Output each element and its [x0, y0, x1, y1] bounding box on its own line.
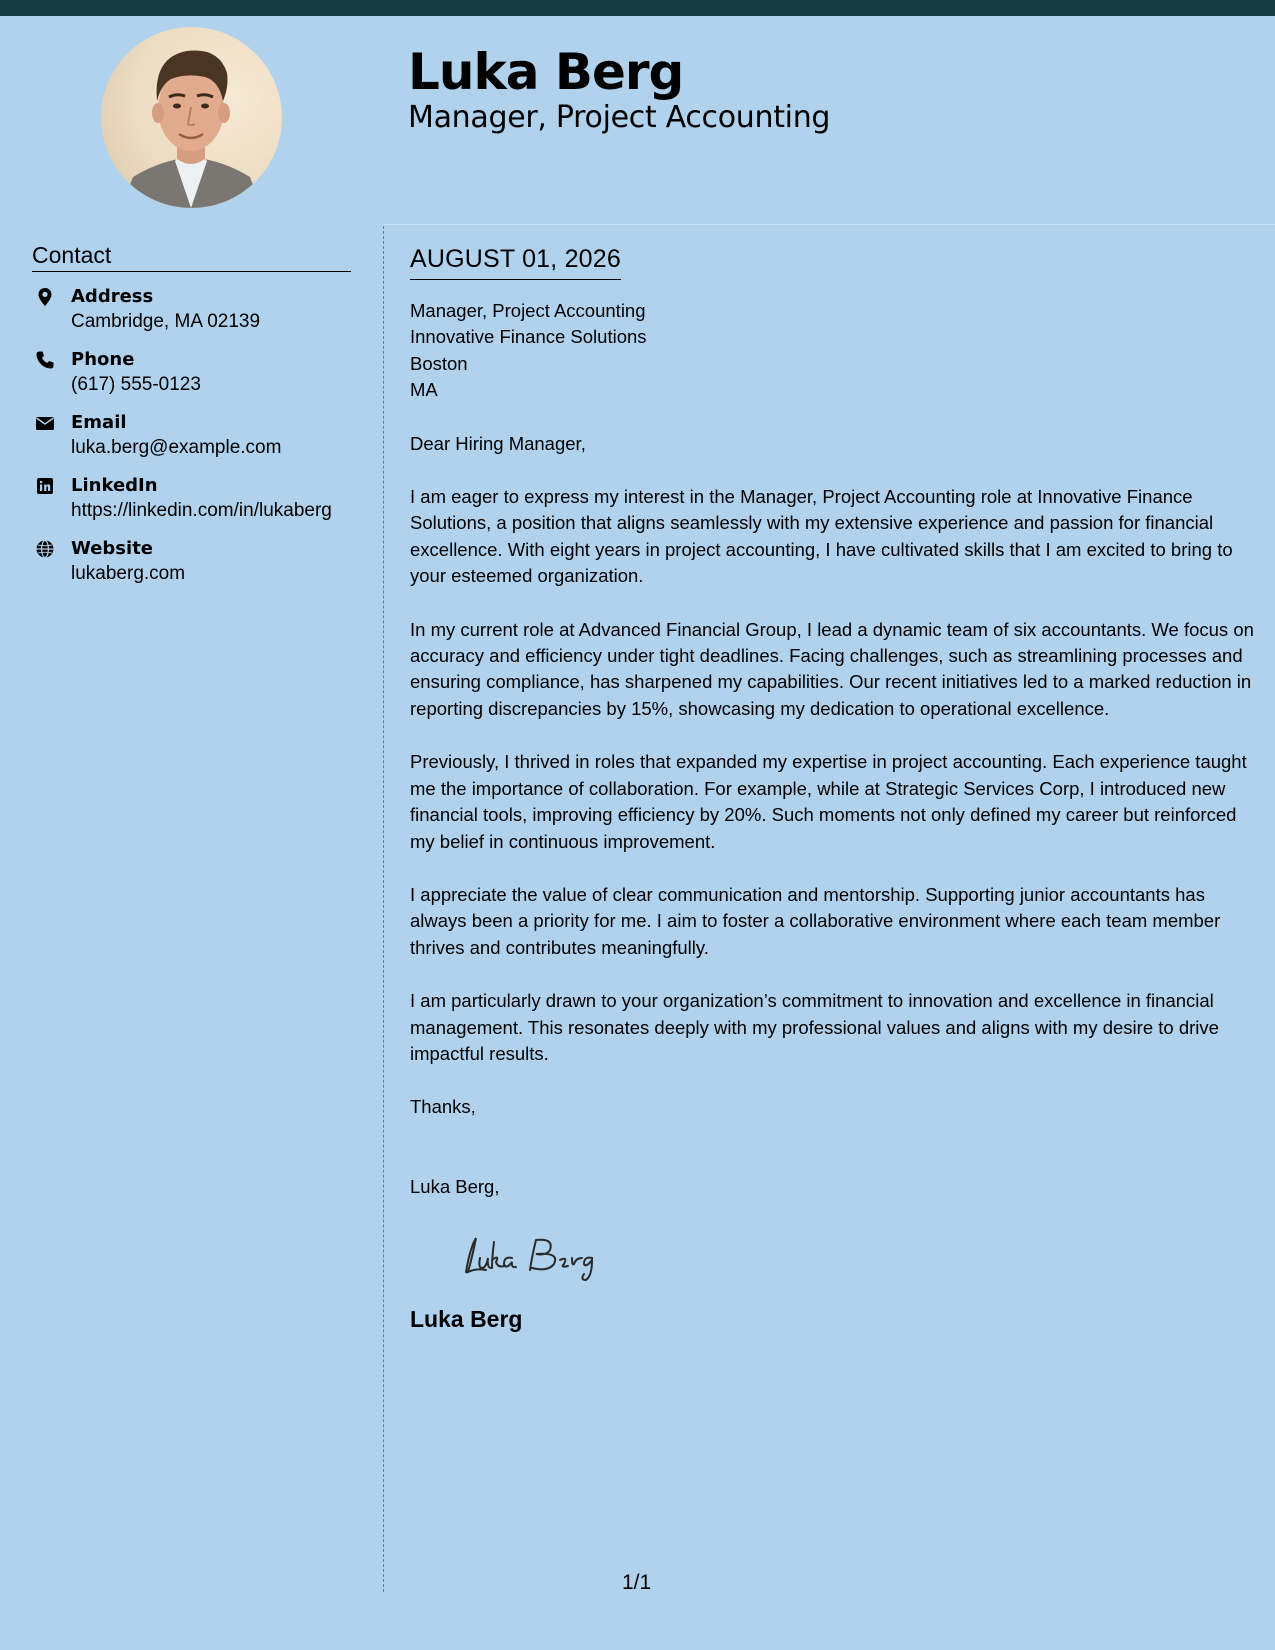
contact-label: Phone	[71, 349, 135, 370]
contact-item-address	[32, 284, 351, 347]
candidate-name: Luka Berg	[408, 43, 684, 101]
candidate-job-title: Manager, Project Accounting	[408, 100, 831, 135]
header-divider	[383, 224, 1275, 225]
contact-heading: Contact	[32, 240, 351, 272]
contact-item-phone	[32, 347, 351, 410]
contact-label: LinkedIn	[71, 475, 158, 496]
contact-label: Email	[71, 412, 127, 433]
contact-value[interactable]: lukaberg.com	[71, 563, 186, 584]
envelope-icon	[35, 413, 55, 433]
sidebar-divider	[383, 226, 384, 1592]
profile-photo	[101, 27, 282, 208]
sign-off-name: Luka Berg,	[410, 1175, 500, 1197]
map-pin-icon	[35, 287, 55, 307]
globe-icon	[35, 539, 55, 559]
letter-paragraph: In my current role at Advanced Financial Group, I lead a dynamic team of six accountants. We focus on accuracy and efficiency under tight deadlines. Facing challenges, such as streamlining processes and ensuring compliance, has sharpened my capabilities. Our recent initiatives led to a marked reduction in reporting discrepancies by 15%, showcasing my dedication to operational excellence.	[410, 618, 1254, 719]
contact-value: Cambridge, MA 02139	[71, 311, 261, 332]
contact-item-website	[32, 536, 351, 599]
phone-icon	[35, 350, 55, 370]
recipient-line: Manager, Project Accounting	[410, 300, 646, 321]
contact-item-email	[32, 410, 351, 473]
recipient-line: Innovative Finance Solutions	[410, 326, 647, 348]
contact-value: luka.berg@example.com	[71, 437, 282, 458]
letter-paragraph: I appreciate the value of clear communication and mentorship. Supporting junior accountants has always been a priority for me. I aim to foster a collaborative environment where each team member thrives and contributes meaningfully.	[410, 883, 1221, 958]
letter-date: AUGUST 01, 2026	[410, 240, 621, 280]
handwritten-signature	[456, 1228, 1260, 1284]
salutation: Dear Hiring Manager,	[410, 432, 586, 454]
letter-paragraph: I am eager to express my interest in the Manager, Project Accounting role at Innovative Finance Solutions, a position that aligns seamlessly with my extensive experience and passion for financial excellence. With eight years in project accounting, I have cultivated skills that I am excited to bring to your esteemed organization.	[410, 486, 1233, 587]
letter-paragraph: I am particularly drawn to your organization’s commitment to innovation and excellence in financial management. This resonates deeply with my professional values and aligns with my desire to drive impactful results.	[410, 990, 1219, 1064]
closing: Thanks,	[410, 1096, 476, 1118]
letter-paragraph: Previously, I thrived in roles that expanded my expertise in project accounting. Each experience taught me the importance of collaboration. For example, while at Strategic Services Corp, I introduced new financial tools, improving efficiency by 20%. Such moments not only defined my career but reinforced my belief in continuous improvement.	[410, 751, 1247, 852]
contact-item-linkedin	[32, 473, 351, 536]
contact-label: Address	[71, 286, 154, 307]
printed-name: Luka Berg	[410, 1306, 523, 1333]
recipient-line: MA	[410, 379, 438, 401]
recipient-block	[410, 298, 1260, 404]
page-number: 1/1	[622, 1571, 652, 1594]
recipient-line: Boston	[410, 352, 468, 374]
contact-sidebar	[32, 240, 351, 599]
contact-value[interactable]: https://linkedin.com/in/lukaberg	[71, 500, 332, 521]
linkedin-icon	[35, 476, 55, 496]
contact-value: (617) 555-0123	[71, 374, 201, 395]
letter-body	[410, 240, 1260, 1334]
contact-label: Website	[71, 538, 154, 559]
top-bar	[0, 0, 1275, 16]
